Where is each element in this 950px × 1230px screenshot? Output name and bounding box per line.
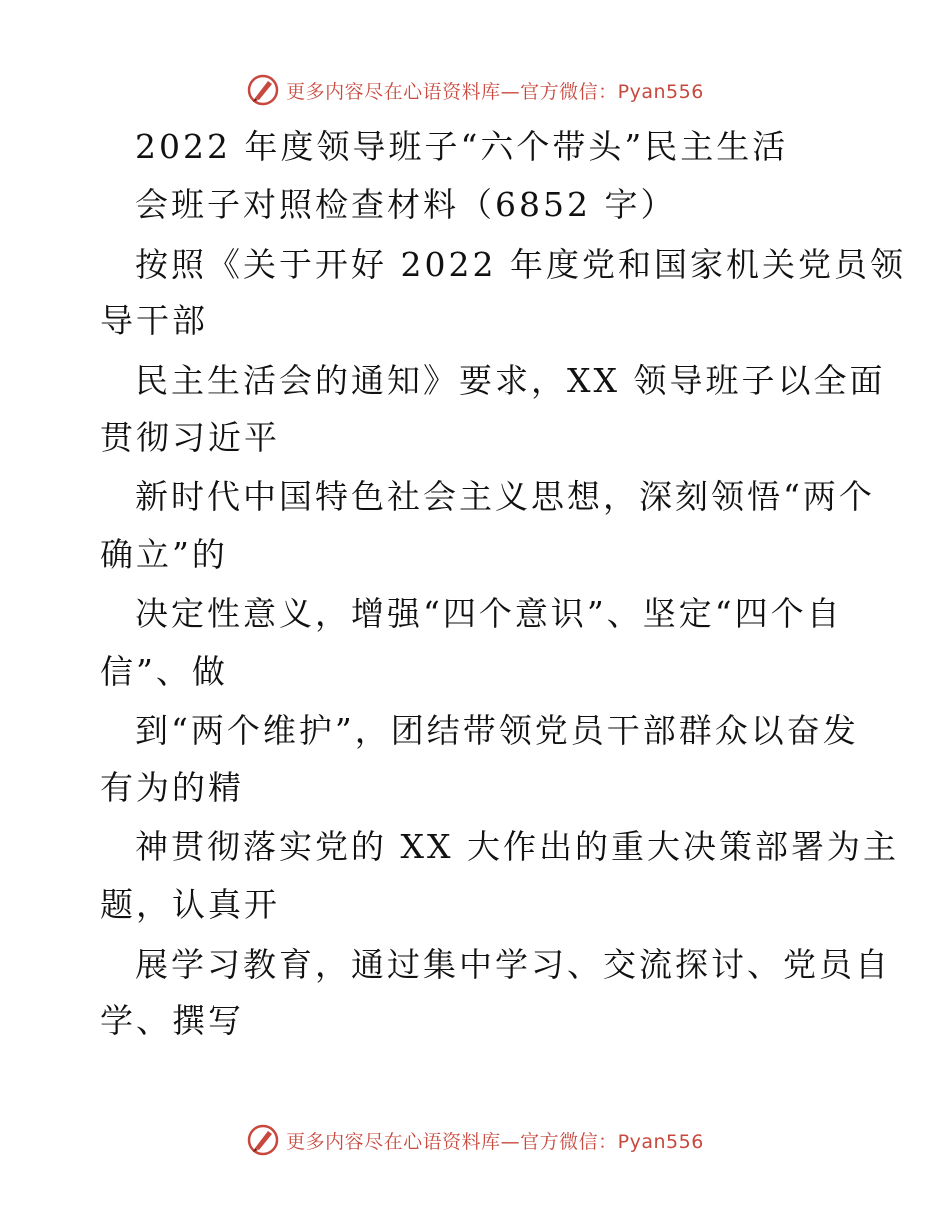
paragraph-line: 按照《关于开好 2022 年度党和国家机关党员领 <box>135 245 906 284</box>
paragraph-line: 展学习教育，通过集中学习、交流探讨、党员自 <box>135 945 891 984</box>
paragraph-line: 确立”的 <box>100 535 228 574</box>
pen-quill-logo-icon <box>246 1123 280 1157</box>
footer-banner <box>0 1120 950 1160</box>
paragraph-line: 导干部 <box>100 301 208 340</box>
paragraph-line: 有为的精 <box>100 768 244 807</box>
header-banner <box>0 70 950 110</box>
document-title-line-2: 会班子对照检查材料（6852 字） <box>135 185 677 224</box>
paragraph-line: 决定性意义，增强“四个意识”、坚定“四个自 <box>135 594 843 633</box>
paragraph-line: 贯彻习近平 <box>100 418 280 457</box>
paragraph-line: 到“两个维护”，团结带领党员干部群众以奋发 <box>135 711 859 750</box>
paragraph-line: 信”、做 <box>100 652 228 691</box>
paragraph-line: 学、撰写 <box>100 1001 244 1040</box>
paragraph-line: 民主生活会的通知》要求，XX 领导班子以全面 <box>135 361 886 400</box>
header-banner-text: 更多内容尽在心语资料库—官方微信：Pyan556 <box>286 80 704 103</box>
document-title-line-1: 2022 年度领导班子“六个带头”民主生活 <box>135 127 789 166</box>
pen-quill-logo-icon <box>246 73 280 107</box>
footer-banner-text: 更多内容尽在心语资料库—官方微信：Pyan556 <box>286 1130 704 1153</box>
paragraph-line: 题，认真开 <box>100 885 280 924</box>
paragraph-line: 神贯彻落实党的 XX 大作出的重大决策部署为主 <box>135 827 899 866</box>
paragraph-line: 新时代中国特色社会主义思想，深刻领悟“两个 <box>135 477 875 516</box>
